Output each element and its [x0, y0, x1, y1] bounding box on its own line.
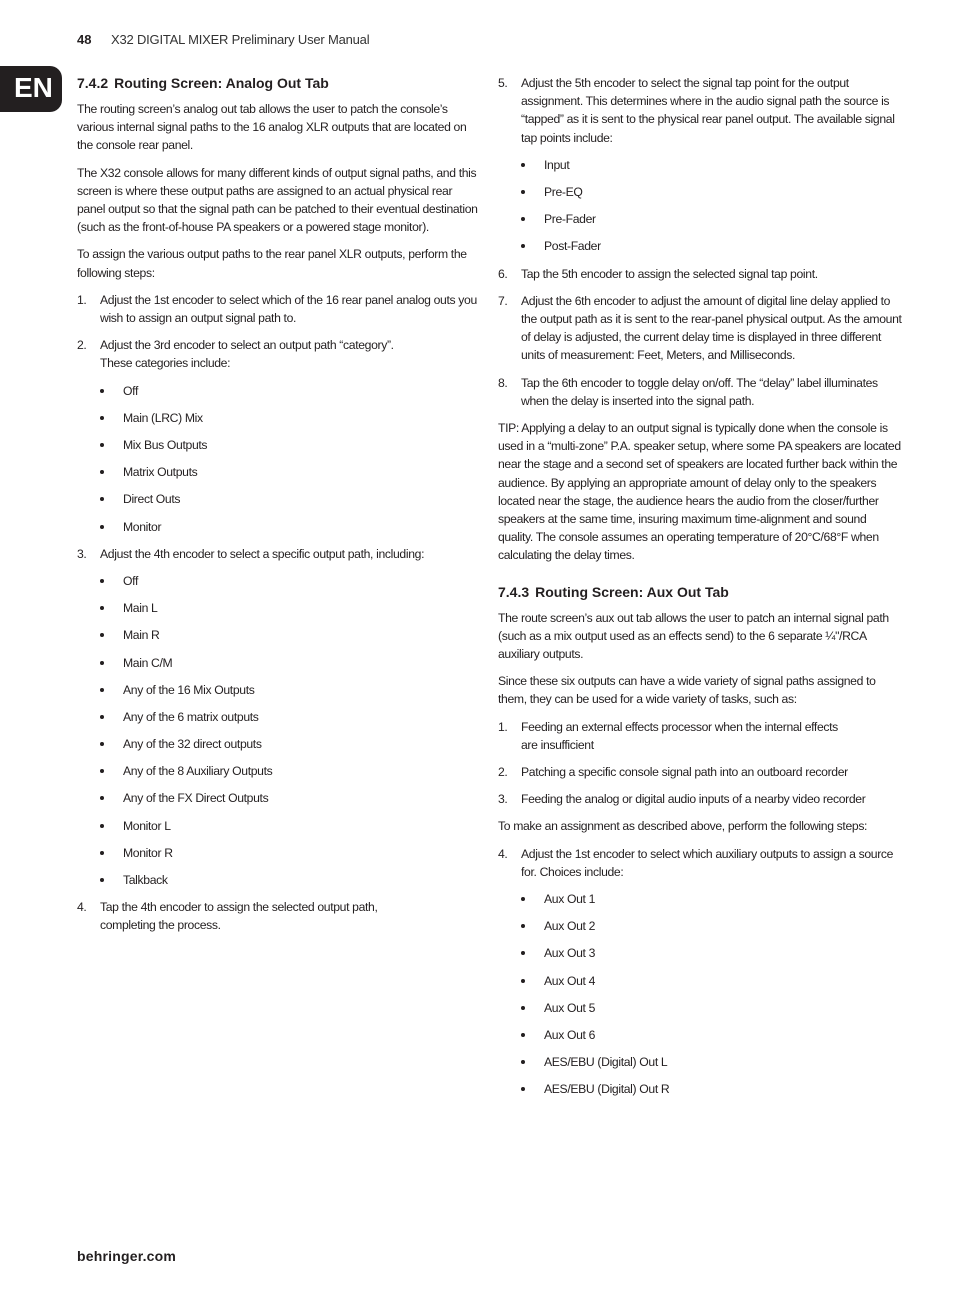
bullet-icon: [521, 979, 525, 983]
list-item-text: Aux Out 6: [544, 1027, 596, 1042]
step-text: Adjust the 5th encoder to select the signal tap point for the output assignment. This determines where in the audio signal path the source is “tapped” as it is sent to the physical rear panel output. The available signal tap points include:: [521, 76, 895, 145]
list-item: [498, 1080, 903, 1098]
list-item: [498, 210, 903, 228]
list-item: [77, 463, 482, 481]
bullet-icon: [521, 951, 525, 955]
list-item-text: Aux Out 5: [544, 1000, 596, 1015]
bullet-icon: [100, 851, 104, 855]
step-item: [498, 845, 903, 881]
language-label: EN: [14, 72, 53, 103]
list-item-text: Monitor R: [123, 845, 173, 860]
bullet-icon: [100, 525, 104, 529]
list-item-text: Pre-EQ: [544, 185, 583, 199]
bullet-icon: [100, 715, 104, 719]
list-item-text: Aux Out 4: [544, 973, 596, 988]
bullet-icon: [100, 742, 104, 746]
list-item-text: Direct Outs: [123, 492, 181, 507]
list-item: [77, 409, 482, 427]
bullet-icon: [100, 497, 104, 501]
step-item: [498, 292, 903, 365]
bullet-icon: [100, 878, 104, 882]
step-item: [77, 898, 482, 934]
list-item: [77, 762, 482, 780]
bullet-icon: [100, 443, 104, 447]
bullet-icon: [521, 897, 525, 901]
list-item-text: Aux Out 3: [544, 946, 596, 961]
list-item-text: Main (LRC) Mix: [123, 410, 203, 425]
section-heading-7-4-3: [498, 583, 903, 601]
step-text: Adjust the 1st encoder to select which auxiliary outputs to assign a source for. Choices include:: [521, 846, 894, 879]
bullet-icon: [100, 633, 104, 637]
bullet-icon: [521, 1087, 525, 1091]
list-item: [498, 156, 903, 174]
list-item: [77, 844, 482, 862]
step-text: Adjust the 1st encoder to select which of the 16 rear panel analog outs you wish to assign an output signal path to.: [100, 292, 477, 326]
section-number: 7.4.3: [498, 583, 530, 600]
task-text: Feeding an external effects processor when the internal effects are insufficient: [521, 719, 838, 752]
list-item: [498, 917, 903, 935]
list-item-text: Aux Out 2: [544, 919, 596, 934]
step-item: [498, 374, 903, 410]
step-text: Tap the 6th encoder to toggle delay on/off. The “delay” label illuminates when the delay is inserted into the signal path.: [521, 375, 878, 408]
list-item: [498, 183, 903, 201]
paragraph: The routing screen’s analog out tab allows the user to patch the console’s various internal signal paths to the 16 analog XLR outputs that are located on the console rear panel.: [77, 102, 467, 153]
step-item: [77, 336, 482, 372]
paragraph: The route screen’s aux out tab allows the user to patch an internal signal path (such as a mix output used as an effects send) to the 6 separate ¼"/RCA auxiliary outputs.: [498, 610, 889, 662]
list-item-text: AES/EBU (Digital) Out R: [544, 1082, 670, 1097]
page-number: 48: [77, 32, 92, 47]
list-item: [498, 972, 903, 990]
step-item: [498, 265, 903, 283]
bullet-icon: [521, 163, 525, 167]
list-item-text: Any of the 16 Mix Outputs: [123, 682, 255, 697]
list-item-text: Monitor: [123, 519, 162, 534]
bullet-icon: [100, 769, 104, 773]
right-column: [498, 74, 903, 1108]
task-item: [498, 763, 903, 781]
task-number: 2.: [498, 765, 508, 780]
list-item-text: Input: [544, 157, 570, 172]
list-item-text: Any of the 6 matrix outputs: [123, 709, 259, 724]
task-item: [498, 718, 903, 754]
paragraph: To assign the various output paths to the rear panel XLR outputs, perform the following steps:: [77, 247, 467, 280]
bullet-icon: [521, 1060, 525, 1064]
list-item-text: Off: [123, 383, 138, 398]
aux-output-list: [498, 890, 903, 1099]
list-item-text: Talkback: [123, 873, 168, 888]
list-item: [498, 890, 903, 908]
list-item-text: AES/EBU (Digital) Out L: [544, 1055, 668, 1070]
step-number: 4.: [498, 846, 508, 861]
step-text: Tap the 4th encoder to assign the selected output path, completing the process.: [100, 900, 378, 933]
list-item: [77, 817, 482, 835]
step-number: 8.: [498, 375, 508, 390]
list-item: [77, 599, 482, 617]
list-item-text: Aux Out 1: [544, 892, 596, 907]
step-number: 2.: [77, 338, 87, 353]
step-number: 7.: [498, 293, 508, 308]
step-number: 1.: [77, 292, 87, 307]
step-item: [498, 74, 903, 147]
section-heading-7-4-2: [77, 74, 482, 92]
bullet-icon: [521, 1006, 525, 1010]
list-item: [77, 871, 482, 889]
list-item-text: Main C/M: [123, 655, 173, 670]
section-title: Routing Screen: Aux Out Tab: [535, 583, 729, 600]
bullet-icon: [521, 924, 525, 928]
bullet-icon: [521, 244, 525, 248]
list-item: [77, 654, 482, 672]
list-item: [77, 681, 482, 699]
paragraph: To make an assignment as described above, perform the following steps:: [498, 819, 868, 834]
bullet-icon: [100, 796, 104, 800]
step-number: 3.: [77, 546, 87, 561]
list-item-text: Mix Bus Outputs: [123, 438, 208, 453]
list-item: [498, 237, 903, 255]
manual-title: X32 DIGITAL MIXER Preliminary User Manual: [111, 32, 370, 47]
task-number: 3.: [498, 792, 508, 807]
language-tab: [0, 66, 62, 112]
list-item: [77, 518, 482, 536]
bullet-icon: [100, 579, 104, 583]
category-list: [77, 382, 482, 536]
tip-paragraph: TIP: Applying a delay to an output signal is typically done when the console is used in a “multi-zone” P.A. speaker setup, where some PA speakers are located near the stage and a second set of speakers are located further back within the audience. By applying an appropriate amount of delay only to the speakers located near the stage, the audience hears the audio from the closer/further speakers at the same time, insuring maximum time-alignment and sound quality. The console assumes an operating temperature of 20°C/68°F when calculating the delay times.: [498, 420, 901, 563]
bullet-icon: [100, 470, 104, 474]
step-number: 5.: [498, 76, 508, 90]
bullet-icon: [100, 389, 104, 393]
task-text: Patching a specific console signal path into an outboard recorder: [521, 765, 848, 780]
list-item: [498, 1053, 903, 1071]
section-number: 7.4.2: [77, 75, 109, 91]
step-number: 6.: [498, 266, 508, 281]
list-item: [498, 999, 903, 1017]
list-item: [77, 572, 482, 590]
bullet-icon: [521, 1033, 525, 1037]
tap-point-list: [498, 156, 903, 256]
list-item: [77, 626, 482, 644]
step-text: Adjust the 4th encoder to select a specific output path, including:: [100, 546, 425, 561]
task-text: Feeding the analog or digital audio inputs of a nearby video recorder: [521, 792, 866, 807]
list-item-text: Post-Fader: [544, 239, 601, 254]
step-text: Tap the 5th encoder to assign the selected signal tap point.: [521, 266, 818, 281]
list-item-text: Pre-Fader: [544, 212, 596, 227]
list-item: [77, 436, 482, 454]
bullet-icon: [100, 416, 104, 420]
list-item-text: Any of the 8 Auxiliary Outputs: [123, 764, 273, 779]
list-item-text: Monitor L: [123, 818, 171, 833]
list-item: [77, 490, 482, 508]
list-item: [498, 1026, 903, 1044]
task-item: [498, 790, 903, 808]
bullet-icon: [100, 688, 104, 692]
bullet-icon: [100, 824, 104, 828]
list-item-text: Matrix Outputs: [123, 465, 198, 480]
task-number: 1.: [498, 719, 508, 734]
step-item: [77, 291, 482, 327]
list-item: [77, 735, 482, 753]
list-item-text: Main R: [123, 628, 160, 643]
list-item-text: Any of the 32 direct outputs: [123, 737, 262, 752]
paragraph: The X32 console allows for many different kinds of output signal paths, and this screen is where these output paths are assigned to an actual physical rear panel output so that the signal path can be patched to their eventual destination (such as the front-of-house PA speakers or a powered stage monitor).: [77, 165, 478, 235]
list-item: [77, 382, 482, 400]
bullet-icon: [100, 661, 104, 665]
step-number: 4.: [77, 900, 87, 915]
bullet-icon: [100, 606, 104, 610]
list-item: [498, 944, 903, 962]
list-item-text: Any of the FX Direct Outputs: [123, 791, 269, 806]
section-title: Routing Screen: Analog Out Tab: [114, 75, 329, 91]
list-item: [77, 708, 482, 726]
behringer-logo[interactable]: behringer.com: [77, 1248, 177, 1264]
step-item: [77, 545, 482, 563]
step-text: Adjust the 3rd encoder to select an output path “category”. These categories include:: [100, 338, 394, 371]
output-path-list: [77, 572, 482, 889]
bullet-icon: [521, 217, 525, 221]
paragraph: Since these six outputs can have a wide variety of signal paths assigned to them, they can be used for a wide variety of tasks, such as:: [498, 674, 876, 707]
list-item: [77, 789, 482, 807]
step-text: Adjust the 6th encoder to adjust the amount of digital line delay applied to the output path as it is sent to the rear-panel physical output. As the amount of delay is adjusted, the current delay time is displayed in three different units of measurement: Feet, Meters, and Milliseconds.: [521, 293, 902, 363]
list-item-text: Off: [123, 573, 138, 588]
bullet-icon: [521, 190, 525, 194]
list-item-text: Main L: [123, 601, 158, 616]
left-column: [77, 74, 482, 944]
